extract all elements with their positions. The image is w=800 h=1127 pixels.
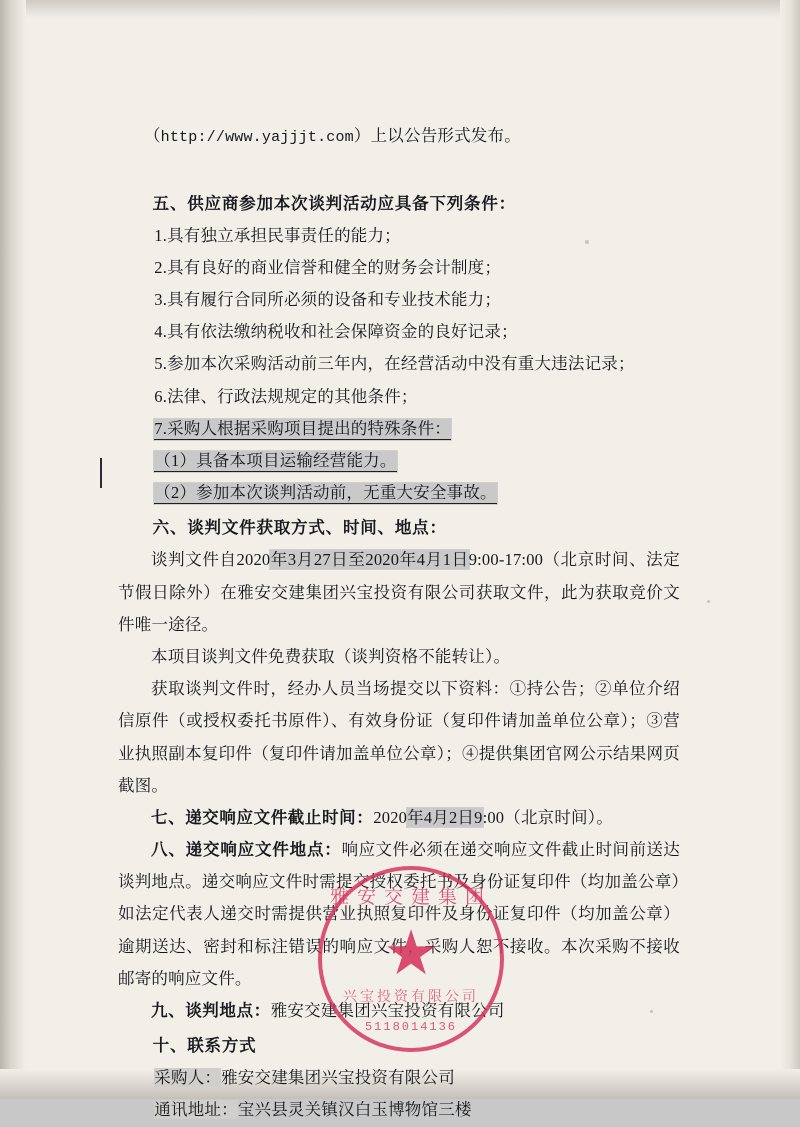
section-9-value: 雅安交建集团兴宝投资有限公司 [270,1000,505,1020]
section-8-paragraph [118,834,680,995]
paper-edge-right [780,0,800,1099]
margin-annotation-mark [100,458,102,488]
section-6-para1-part-b: 9:00-17:00（北京时间、法定节假日除外）在雅安交建集团兴宝投资有限公司获取文件，此为获取竞价文件唯一途径。 [118,550,680,634]
section-6-date-range-highlight: 年3月27日至2020年4月1日 [270,550,469,570]
contact-value-purchaser: 雅安交建集团兴宝投资有限公司 [221,1068,455,1088]
section-6-heading: 六、谈判文件获取方式、时间、地点： [152,518,447,538]
contact-label-purchaser: 采购人： [154,1068,222,1088]
section-8-text: 响应文件必须在递交响应文件截止时间前送达谈判地点。递交响应文件时需提交授权委托书及身份证复印件（均加盖公章）如法定代表人递交时需提供营业执照复印件及身份证复印件（均加盖公章）逾期送达、密封和标注错误的响应文件，采购人恕不接收。本次采购不接收邮寄的响应文件。 [118,840,681,988]
section-7-line [118,802,680,834]
contact-row [118,1094,680,1126]
section-5-item: 5.参加本次采购活动前三年内，在经营活动中没有重大违法记录； [154,354,635,374]
section-6-paragraph-2: 本项目谈判文件免费获取（谈判资格不能转让）。 [151,647,511,666]
seal-mid-text: 兴宝投资有限公司 [343,990,479,1005]
section-5-item: 2.具有良好的商业信誉和健全的财务会计制度； [154,257,502,277]
section-5-sub-item-2-text: （2）参加本次谈判活动前，无重大安全事故。 [154,483,497,503]
document-body [118,88,680,1127]
section-9-heading: 九、谈判地点： [151,1000,271,1020]
section-5-heading: 五、供应商参加本次谈判活动应具备下列条件： [152,193,516,213]
section-7-text-b: :00（北京时间）。 [482,807,613,827]
section-6-paragraph-1 [118,544,680,641]
section-5-sub-item-1-text: （1）具备本项目运输经营能力。 [154,450,397,470]
seal-top-text: 雅安交建集团 [329,887,492,908]
section-7-deadline-highlight: 年4月2日9 [407,807,483,827]
contact-value-address: 宝兴县灵关镇汉白玉博物馆三楼 [237,1100,472,1120]
section-6-para1-part-a: 谈判文件自2020 [151,550,271,570]
section-5-item-7 [118,413,680,445]
contact-label-address: 通讯地址： [154,1100,238,1120]
seal-bottom-text: 5118014136 [364,1020,457,1034]
paper-edge-top [0,0,800,18]
section-5-item: 6.法律、行政法规规定的其他条件； [154,386,418,406]
publish-url: http://www.yajjjt.com [160,129,354,147]
section-5-sub-item-2 [118,477,680,509]
section-6-paragraph-3: 获取谈判文件时，经办人员当场提交以下资料：①持公告；②单位介绍信原件（或授权委托书原件）、有效身份证（复印件请加盖单位公章）；③营业执照副本复印件（复印件请加盖单位公章）；④提供集团官网公示结果网页截图。 [118,679,680,795]
section-5-item-7-text: 7.采购人根据采购项目提出的特殊条件： [154,418,451,438]
url-suffix-text: ）上以公告形式发布。 [353,126,521,146]
section-7-text-a: 2020 [373,807,408,827]
star-icon: ★ [383,920,439,988]
section-10-heading: 十、联系方式 [152,1036,257,1056]
scan-speck [707,600,710,603]
section-5-item: 1.具有独立承担民事责任的能力； [154,225,401,245]
section-7-heading: 七、递交响应文件截止时间： [151,807,374,827]
url-paren-open: （ [143,126,161,146]
publish-url-line [118,88,680,185]
section-5-item: 3.具有履行合同所必须的设备和专业技术能力； [154,290,502,310]
contact-row [118,1062,680,1094]
section-8-heading: 八、递交响应文件地点： [151,840,342,860]
paper-edge-left [0,0,26,1099]
section-5-item: 4.具有依法缴纳税收和社会保障资金的良好记录； [154,322,518,342]
section-5-sub-item-1 [118,445,680,477]
section-9-line [118,995,680,1027]
